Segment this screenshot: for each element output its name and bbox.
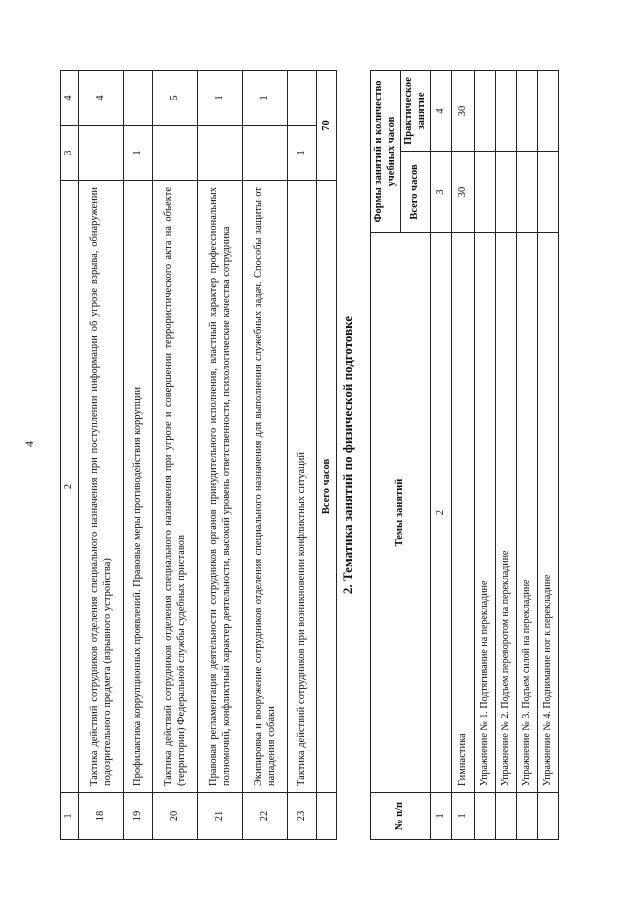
row-number: 1 — [452, 793, 475, 840]
row-number: 19 — [124, 793, 153, 840]
header-cell: 3 — [431, 152, 452, 233]
header-cell: 2 — [431, 233, 452, 793]
topics-table — [60, 70, 337, 840]
row-col3: 1 — [288, 126, 317, 181]
table-header-row — [371, 71, 401, 840]
header-num: № п/п — [371, 793, 431, 840]
row-col3 — [198, 126, 243, 181]
row-topic: Экипировка и вооружение сотрудников отделения специального назначения для выполнения служебных задач. Способы защиты от нападения собаки — [243, 181, 288, 793]
table-row — [452, 71, 475, 840]
table-row — [243, 71, 288, 840]
header-cell: 4 — [61, 71, 79, 126]
row-topic: Правовая регламентация деятельности сотрудников органов принудительного исполнения, властный характер профессиональных полномочий, конфликтный характер деятельности, высокий уровень ответственности, психологические качества сотрудника — [198, 181, 243, 793]
row-number: 21 — [198, 793, 243, 840]
header-cell: 1 — [431, 793, 452, 840]
row-col4: 1 — [243, 71, 288, 126]
table-row — [153, 71, 198, 840]
row-number: 20 — [153, 793, 198, 840]
row-col4: 5 — [153, 71, 198, 126]
row-col4: 1 — [198, 71, 243, 126]
row-col3 — [153, 126, 198, 181]
table-row — [79, 71, 124, 840]
table-row — [517, 71, 538, 840]
exercise-item: Упражнение № 4. Поднимание ног к перекладине — [538, 233, 559, 793]
section-title: 2. Тематика занятий по физической подготовке — [340, 315, 355, 595]
row-topic: Гимнастика — [452, 233, 475, 793]
exercise-item: Упражнение № 1. Подтягивание на перекладине — [475, 233, 496, 793]
table-row — [496, 71, 517, 840]
row-col3 — [243, 126, 288, 181]
header-cell: 1 — [61, 793, 79, 840]
table-row — [288, 71, 317, 840]
header-practical: Практическое занятие — [401, 71, 431, 152]
header-cell: 2 — [61, 181, 79, 793]
physical-training-table — [370, 70, 559, 840]
header-cell: 3 — [61, 126, 79, 181]
table-header-row — [61, 71, 79, 840]
total-value: 70 — [317, 71, 337, 181]
row-number: 23 — [288, 793, 317, 840]
table-number-row — [431, 71, 452, 840]
page-number: 4 — [22, 441, 36, 447]
row-topic: Тактика действий сотрудников отделения специального назначения при поступлении информации об угрозе взрыва, обнаружении подозрительного предмета (взрывного устройства) — [79, 181, 124, 793]
row-col3 — [79, 126, 124, 181]
table-row — [124, 71, 153, 840]
row-number: 22 — [243, 793, 288, 840]
exercise-item: Упражнение № 2. Подъем переворотом на перекладине — [496, 233, 517, 793]
header-cell: 4 — [431, 71, 452, 152]
table-row — [475, 71, 496, 840]
row-practical: 30 — [452, 71, 475, 152]
header-forms: Формы занятий и количество учебных часов — [371, 71, 401, 233]
total-row — [317, 71, 337, 840]
rotated-content — [40, 0, 640, 860]
row-col3: 1 — [124, 126, 153, 181]
row-total: 30 — [452, 152, 475, 233]
row-topic: Тактика действий сотрудников при возникновении конфликтных ситуаций — [288, 181, 317, 793]
header-topics: Темы занятий — [371, 233, 431, 793]
row-topic: Профилактика коррупционных проявлений. Правовые меры противодействия коррупции — [124, 181, 153, 793]
row-col4 — [124, 71, 153, 126]
table-row — [198, 71, 243, 840]
row-number: 18 — [79, 793, 124, 840]
row-col4 — [288, 71, 317, 126]
total-label: Всего часов — [317, 181, 337, 793]
row-topic: Тактика действий сотрудников отделения специального назначения при угрозе и совершении террористического акта на объекте (территории) Федеральной службы судебных приставов — [153, 181, 198, 793]
row-col4: 4 — [79, 71, 124, 126]
exercise-item: Упражнение № 3. Подъем силой на перекладине — [517, 233, 538, 793]
table-row — [538, 71, 559, 840]
header-total-hours: Всего часов — [401, 152, 431, 233]
